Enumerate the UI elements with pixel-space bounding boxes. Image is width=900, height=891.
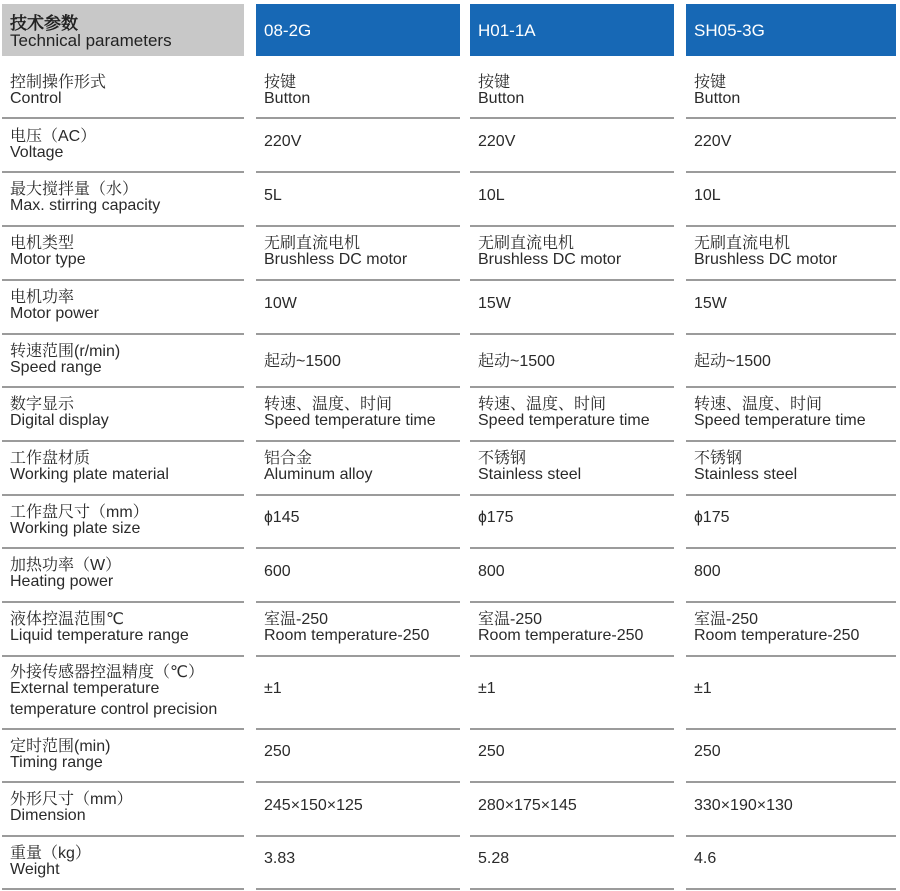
value-cell [470, 118, 674, 171]
table-row [0, 64, 900, 117]
value-cell [256, 781, 460, 835]
table-row [0, 171, 900, 225]
value-cell [256, 171, 460, 225]
value-text: 800 [478, 563, 505, 580]
value-cell [470, 225, 674, 279]
parameter-label-text: 转速范围(r/min) [10, 343, 121, 360]
parameter-label-text: 重量（kg） [10, 845, 91, 862]
value-cell [256, 333, 460, 386]
value-cell [686, 279, 896, 333]
value-cell [256, 547, 460, 601]
value-text: 250 [264, 743, 291, 760]
value-cell [470, 547, 674, 601]
value-cell [686, 118, 896, 171]
table-row [0, 333, 900, 386]
value-cell [686, 835, 896, 888]
value-text: 220V [694, 133, 732, 150]
value-text: Brushless DC motor [478, 251, 622, 268]
value-text: 220V [478, 133, 516, 150]
value-text: 600 [264, 563, 291, 580]
model-header-3 [686, 4, 896, 56]
value-text: 4.6 [694, 850, 717, 867]
value-cell [256, 835, 460, 888]
value-text: Button [264, 90, 311, 107]
value-text: 不锈钢 [478, 450, 527, 467]
parameter-label-text: Speed range [10, 359, 102, 376]
value-text: 15W [694, 295, 727, 312]
value-cell [686, 655, 896, 728]
model-header-2 [470, 4, 674, 56]
value-text: Stainless steel [478, 466, 582, 483]
value-text: Speed temperature time [478, 412, 650, 429]
value-cell [256, 279, 460, 333]
value-cell [256, 64, 460, 117]
parameter-label-cell [2, 655, 244, 728]
value-cell [686, 171, 896, 225]
value-text: 220V [264, 133, 302, 150]
row-divider [686, 888, 896, 890]
value-cell [470, 781, 674, 835]
parameter-label-cell [2, 279, 244, 333]
value-cell [256, 728, 460, 781]
row-divider [2, 888, 244, 890]
table-row [0, 386, 900, 440]
value-cell [686, 64, 896, 117]
value-text: 按键 [694, 74, 727, 91]
value-text: 按键 [478, 74, 511, 91]
value-text: Room temperature-250 [264, 627, 430, 644]
value-text: 按键 [264, 74, 297, 91]
parameter-label-text: temperature control precision [10, 701, 218, 718]
value-cell [686, 547, 896, 601]
parameter-label-text: 电机功率 [10, 289, 75, 306]
value-text: ±1 [478, 680, 496, 697]
value-text: 转速、温度、时间 [264, 396, 393, 413]
value-text: 室温-250 [694, 611, 759, 628]
value-text: ±1 [694, 680, 712, 697]
parameter-label-text: Liquid temperature range [10, 627, 189, 644]
value-text: Speed temperature time [264, 412, 436, 429]
value-text: Room temperature-250 [694, 627, 860, 644]
value-text: Brushless DC motor [264, 251, 408, 268]
value-text: 无刷直流电机 [478, 235, 575, 252]
parameter-label-cell [2, 781, 244, 835]
value-text: Speed temperature time [694, 412, 866, 429]
parameter-label-cell [2, 547, 244, 601]
value-cell [686, 781, 896, 835]
row-divider [256, 888, 460, 890]
parameter-label-text: External temperature [10, 680, 160, 697]
parameter-label-text: Weight [10, 861, 60, 878]
value-text: ±1 [264, 680, 282, 697]
table-row [0, 781, 900, 835]
parameter-label-cell [2, 225, 244, 279]
value-text: ɸ175 [694, 509, 730, 526]
value-cell [256, 440, 460, 494]
value-cell [470, 655, 674, 728]
parameter-label-text: Voltage [10, 144, 64, 161]
value-cell [470, 835, 674, 888]
parameter-label-text: 数字显示 [10, 396, 75, 413]
value-cell [470, 494, 674, 547]
parameter-label-text: Dimension [10, 807, 86, 824]
value-text: ɸ175 [478, 509, 514, 526]
parameter-label-text: Control [10, 90, 62, 107]
value-text: 室温-250 [478, 611, 543, 628]
row-divider [470, 888, 674, 890]
header-label-zh: 技术参数 [10, 14, 78, 33]
value-text: 5L [264, 187, 282, 204]
parameter-label-cell [2, 494, 244, 547]
value-cell [470, 601, 674, 655]
value-cell [470, 440, 674, 494]
value-cell [256, 494, 460, 547]
parameter-label-text: Motor type [10, 251, 86, 268]
value-cell [256, 601, 460, 655]
parameter-label-cell [2, 333, 244, 386]
parameter-label-text: 工作盘尺寸（mm） [10, 504, 149, 521]
value-cell [470, 728, 674, 781]
table-row [0, 835, 900, 888]
parameter-label-cell [2, 728, 244, 781]
table-row [0, 279, 900, 333]
value-cell [686, 440, 896, 494]
value-text: 245×150×125 [264, 797, 363, 814]
parameter-label-cell [2, 601, 244, 655]
parameter-label-cell [2, 835, 244, 888]
model-name: SH05-3G [694, 21, 765, 40]
model-name: H01-1A [478, 21, 536, 40]
parameter-label-text: 控制操作形式 [10, 74, 107, 91]
value-cell [470, 386, 674, 440]
value-text: 15W [478, 295, 511, 312]
value-text: Stainless steel [694, 466, 798, 483]
value-cell [256, 386, 460, 440]
header-label-cell [2, 4, 244, 56]
value-cell [686, 333, 896, 386]
value-text: 不锈钢 [694, 450, 743, 467]
parameter-label-text: 加热功率（W） [10, 557, 122, 574]
value-text: 转速、温度、时间 [478, 396, 607, 413]
parameter-label-text: Timing range [10, 754, 103, 771]
value-text: 3.83 [264, 850, 296, 867]
table-row [0, 547, 900, 601]
parameter-label-cell [2, 171, 244, 225]
model-name: 08-2G [264, 21, 312, 40]
value-text: Button [694, 90, 741, 107]
value-text: Aluminum alloy [264, 466, 373, 483]
parameter-label-text: 电压（AC） [10, 128, 97, 145]
value-text: 起动~1500 [694, 353, 771, 370]
value-cell [256, 118, 460, 171]
value-text: 330×190×130 [694, 797, 793, 814]
parameter-label-text: 定时范围(min) [10, 738, 111, 755]
parameter-label-cell [2, 64, 244, 117]
table-row [0, 601, 900, 655]
parameter-label-cell [2, 440, 244, 494]
parameter-label-cell [2, 118, 244, 171]
value-cell [470, 279, 674, 333]
parameter-label-text: Working plate material [10, 466, 169, 483]
table-row [0, 494, 900, 547]
value-text: 转速、温度、时间 [694, 396, 823, 413]
value-text: 250 [478, 743, 505, 760]
parameter-label-text: Max. stirring capacity [10, 197, 161, 214]
value-text: 250 [694, 743, 721, 760]
parameter-label-text: 最大搅拌量（水） [10, 181, 139, 198]
parameter-label-text: Digital display [10, 412, 109, 429]
value-text: Room temperature-250 [478, 627, 644, 644]
value-cell [470, 64, 674, 117]
table-row [0, 655, 900, 728]
parameter-label-text: Motor power [10, 305, 99, 322]
parameter-label-text: Heating power [10, 573, 114, 590]
value-cell [686, 601, 896, 655]
parameter-label-text: 工作盘材质 [10, 450, 91, 467]
value-text: 5.28 [478, 850, 510, 867]
value-text: 无刷直流电机 [264, 235, 361, 252]
parameter-label-text: 外接传感器控温精度（℃） [10, 664, 204, 681]
value-cell [256, 655, 460, 728]
value-cell [470, 333, 674, 386]
value-text: ɸ145 [264, 509, 300, 526]
parameter-label-text: 外形尺寸（mm） [10, 791, 133, 808]
value-text: 起动~1500 [264, 353, 341, 370]
value-text: 10L [694, 187, 721, 204]
parameter-label-cell [2, 386, 244, 440]
value-cell [686, 386, 896, 440]
table-row [0, 118, 900, 171]
value-text: Button [478, 90, 525, 107]
header-label-en: Technical parameters [10, 31, 172, 50]
value-text: 10L [478, 187, 505, 204]
value-text: 无刷直流电机 [694, 235, 791, 252]
value-text: 10W [264, 295, 297, 312]
parameter-label-text: 电机类型 [10, 235, 75, 252]
model-header-1 [256, 4, 460, 56]
value-text: 室温-250 [264, 611, 329, 628]
table-row [0, 440, 900, 494]
value-cell [256, 225, 460, 279]
value-text: 铝合金 [264, 450, 313, 467]
value-text: 280×175×145 [478, 797, 577, 814]
value-cell [470, 171, 674, 225]
table-row [0, 728, 900, 781]
parameter-label-text: Working plate size [10, 520, 141, 537]
value-text: 800 [694, 563, 721, 580]
value-cell [686, 728, 896, 781]
parameter-label-text: 液体控温范围℃ [10, 611, 124, 628]
value-cell [686, 225, 896, 279]
value-text: Brushless DC motor [694, 251, 838, 268]
value-text: 起动~1500 [478, 353, 555, 370]
value-cell [686, 494, 896, 547]
table-row [0, 225, 900, 279]
